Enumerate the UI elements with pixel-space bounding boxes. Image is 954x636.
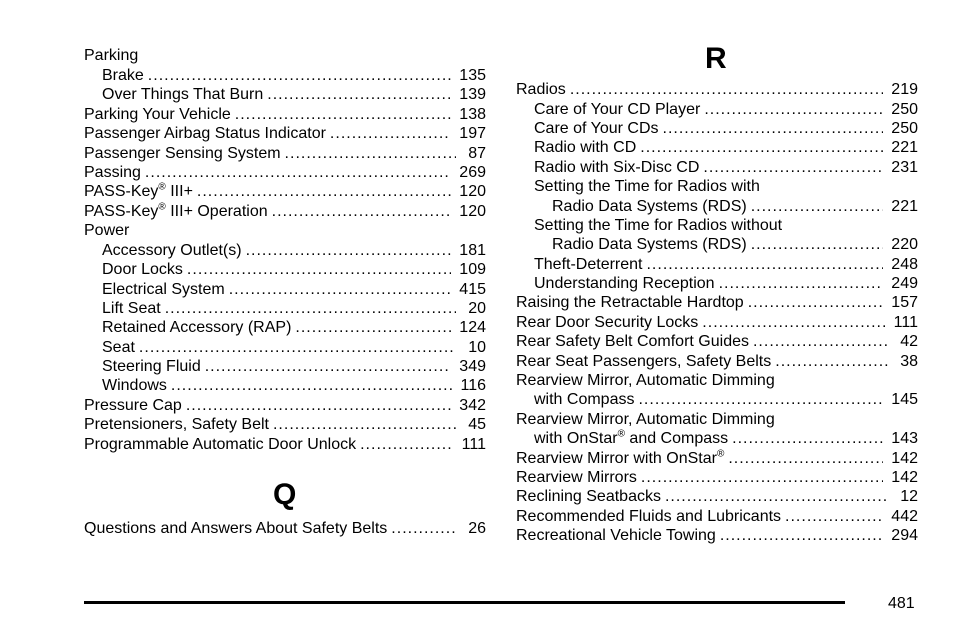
entry-label: Windows	[102, 377, 167, 394]
entry-label: Passenger Sensing System	[84, 145, 281, 162]
index-entry-parking-vehicle	[84, 105, 486, 124]
entry-label: Reclining Seatbacks	[516, 488, 661, 505]
index-entry-reclining	[516, 487, 918, 506]
index-entry-airbag-status	[84, 124, 486, 143]
dot-leader	[165, 299, 456, 318]
dot-leader	[229, 280, 452, 299]
entry-page: 342	[459, 397, 486, 414]
dot-leader	[285, 144, 456, 163]
dot-leader	[235, 105, 452, 124]
entry-page: 45	[468, 416, 486, 433]
entry-page: 248	[891, 256, 918, 273]
dot-leader	[360, 435, 454, 454]
entry-label: Door Locks	[102, 261, 183, 278]
entry-page: 135	[459, 67, 486, 84]
index-entry-power-item	[102, 318, 486, 337]
dot-leader	[145, 163, 451, 182]
entry-page: 139	[459, 86, 486, 103]
index-entry-pretensioners	[84, 415, 486, 434]
entry-label: Rear Seat Passengers, Safety Belts	[516, 353, 772, 370]
index-entry-radio-item	[534, 100, 918, 119]
entry-page: 197	[459, 125, 486, 142]
footer-rule	[84, 601, 845, 604]
dot-leader	[732, 429, 883, 448]
entry-page: 250	[891, 120, 918, 137]
index-heading-setting-time-with: Setting the Time for Radios with	[534, 178, 760, 195]
index-heading-power: Power	[84, 222, 130, 239]
registered-mark: ®	[158, 201, 166, 213]
entry-page: 116	[460, 377, 486, 394]
entry-page: 145	[891, 391, 918, 408]
dot-leader	[148, 66, 452, 85]
dot-leader	[187, 260, 451, 279]
entry-page: 143	[891, 430, 918, 447]
index-entry-with-compass	[534, 390, 918, 409]
entry-label: Accessory Outlet(s)	[102, 242, 242, 259]
dot-leader	[753, 332, 888, 351]
dot-leader	[295, 318, 451, 337]
index-heading-mirror-auto: Rearview Mirror, Automatic Dimming	[516, 411, 775, 428]
index-entry-power-item	[102, 376, 486, 395]
entry-label: with OnStar® and Compass	[534, 428, 729, 447]
dot-leader	[186, 396, 451, 415]
entry-label: Steering Fluid	[102, 358, 201, 375]
index-entry-rear-belt	[516, 332, 918, 351]
entry-page: 142	[891, 450, 918, 467]
index-entry-sensing-system	[84, 144, 486, 163]
index-entry-power-item	[102, 338, 486, 357]
registered-mark: ®	[716, 448, 725, 460]
entry-page: 120	[459, 203, 486, 220]
entry-label: Retained Accessory (RAP)	[102, 319, 292, 336]
entry-page: 294	[891, 527, 918, 544]
entry-page: 349	[459, 358, 486, 375]
dot-leader	[273, 415, 456, 434]
entry-page: 111	[461, 436, 486, 453]
index-entry-with-onstar-compass	[534, 429, 918, 448]
index-heading-setting-time-without: Setting the Time for Radios without	[534, 217, 783, 234]
entry-label: Recommended Fluids and Lubricants	[516, 508, 782, 525]
entry-label: Radios	[516, 81, 566, 98]
dot-leader	[748, 293, 884, 312]
index-entry-pressure-cap	[84, 396, 486, 415]
entry-page: 415	[459, 281, 486, 298]
dot-leader	[197, 182, 451, 201]
index-entry-radio-item	[534, 119, 918, 138]
entry-page: 142	[891, 469, 918, 486]
entry-label: Questions and Answers About Safety Belts	[84, 520, 388, 537]
dot-leader	[703, 158, 883, 177]
entry-label: Passenger Airbag Status Indicator	[84, 125, 326, 142]
entry-label: Rear Safety Belt Comfort Guides	[516, 333, 749, 350]
entry-page: 138	[459, 106, 486, 123]
index-entry-questions	[84, 519, 486, 538]
entry-label: PASS-Key® III+	[84, 181, 193, 200]
entry-page: 231	[891, 159, 918, 176]
entry-label: Care of Your CDs	[534, 120, 659, 137]
entry-page: 269	[459, 164, 486, 181]
entry-label: Seat	[102, 339, 135, 356]
index-entry-power-item	[102, 280, 486, 299]
dot-leader	[205, 357, 452, 376]
dot-leader	[641, 468, 883, 487]
index-entry-programmable	[84, 435, 486, 454]
dot-leader	[663, 119, 884, 138]
index-entry-passing	[84, 163, 486, 182]
entry-page: 111	[893, 314, 918, 331]
index-entry-theft-deterrent	[534, 255, 918, 274]
index-entry-power-item	[102, 260, 486, 279]
entry-label: Over Things That Burn	[102, 86, 264, 103]
dot-leader	[751, 235, 884, 254]
index-entry-passkey-operation	[84, 202, 486, 221]
entry-label: Radio with CD	[534, 139, 637, 156]
index-entry-over-things	[102, 85, 486, 104]
index-entry-radio-item	[534, 138, 918, 157]
entry-label: Care of Your CD Player	[534, 101, 701, 118]
entry-label: Passing	[84, 164, 141, 181]
index-heading-parking: Parking	[84, 47, 139, 64]
dot-leader	[704, 100, 883, 119]
entry-page: 109	[459, 261, 486, 278]
entry-page: 12	[900, 488, 918, 505]
registered-mark: ®	[158, 181, 166, 193]
entry-label: Programmable Automatic Door Unlock	[84, 436, 357, 453]
entry-page: 124	[459, 319, 486, 336]
index-heading-mirror-auto: Rearview Mirror, Automatic Dimming	[516, 372, 775, 389]
dot-leader	[775, 352, 888, 371]
dot-leader	[267, 85, 451, 104]
index-entry-fluids	[516, 507, 918, 526]
dot-leader	[640, 138, 883, 157]
entry-page: 249	[891, 275, 918, 292]
section-letter-q: Q	[273, 478, 297, 511]
entry-label: Lift Seat	[102, 300, 161, 317]
entry-label: Rear Door Security Locks	[516, 314, 699, 331]
index-entry-power-item	[102, 357, 486, 376]
index-entry-parking-brake	[102, 66, 486, 85]
entry-label: Theft-Deterrent	[534, 256, 643, 273]
index-entry-rds	[552, 197, 918, 216]
index-entry-rv-towing	[516, 526, 918, 545]
index-entry-passkey	[84, 182, 486, 201]
entry-label: Pressure Cap	[84, 397, 182, 414]
entry-page: 38	[900, 353, 918, 370]
entry-label: Recreational Vehicle Towing	[516, 527, 716, 544]
entry-page: 250	[891, 101, 918, 118]
entry-page: 87	[468, 145, 486, 162]
dot-leader	[728, 449, 883, 468]
dot-leader	[171, 376, 453, 395]
entry-page: 157	[891, 294, 918, 311]
dot-leader	[246, 241, 452, 260]
index-entry-radio-item	[534, 158, 918, 177]
entry-label: Parking Your Vehicle	[84, 106, 231, 123]
entry-page: 219	[891, 81, 918, 98]
dot-leader	[720, 526, 883, 545]
dot-leader	[638, 390, 883, 409]
entry-page: 20	[468, 300, 486, 317]
dot-leader	[665, 487, 888, 506]
entry-label: Understanding Reception	[534, 275, 715, 292]
entry-page: 26	[468, 520, 486, 537]
dot-leader	[646, 255, 883, 274]
dot-leader	[391, 519, 456, 538]
dot-leader	[719, 274, 884, 293]
registered-mark: ®	[617, 428, 625, 440]
entry-page: 10	[468, 339, 486, 356]
entry-label: PASS-Key® III+ Operation	[84, 201, 268, 220]
entry-page: 221	[891, 139, 918, 156]
entry-page: 221	[891, 198, 918, 215]
entry-page: 442	[891, 508, 918, 525]
entry-label: Electrical System	[102, 281, 225, 298]
index-entry-power-item	[102, 241, 486, 260]
dot-leader	[785, 507, 883, 526]
page-number: 481	[888, 595, 915, 612]
entry-page: 181	[459, 242, 486, 259]
index-entry-rearview-mirrors	[516, 468, 918, 487]
index-entry-power-item	[102, 299, 486, 318]
index-entry-rear-door	[516, 313, 918, 332]
entry-label: Rearview Mirrors	[516, 469, 637, 486]
section-letter-r: R	[705, 42, 727, 75]
entry-label: Pretensioners, Safety Belt	[84, 416, 269, 433]
entry-label: Radio Data Systems (RDS)	[552, 236, 747, 253]
entry-label: with Compass	[534, 391, 635, 408]
dot-leader	[139, 338, 456, 357]
entry-label: Brake	[102, 67, 144, 84]
index-entry-radios	[516, 80, 918, 99]
entry-label: Radio Data Systems (RDS)	[552, 198, 747, 215]
dot-leader	[330, 124, 451, 143]
index-entry-rds	[552, 235, 918, 254]
entry-page: 42	[900, 333, 918, 350]
entry-label: Radio with Six-Disc CD	[534, 159, 700, 176]
index-entry-reception	[534, 274, 918, 293]
dot-leader	[751, 197, 884, 216]
dot-leader	[570, 80, 883, 99]
index-entry-rear-seat	[516, 352, 918, 371]
index-entry-raising-hardtop	[516, 293, 918, 312]
index-entry-mirror-onstar	[516, 449, 918, 468]
entry-label: Raising the Retractable Hardtop	[516, 294, 744, 311]
entry-page: 220	[891, 236, 918, 253]
dot-leader	[702, 313, 885, 332]
dot-leader	[272, 202, 452, 221]
entry-label: Rearview Mirror with OnStar®	[516, 448, 725, 467]
entry-page: 120	[459, 183, 486, 200]
